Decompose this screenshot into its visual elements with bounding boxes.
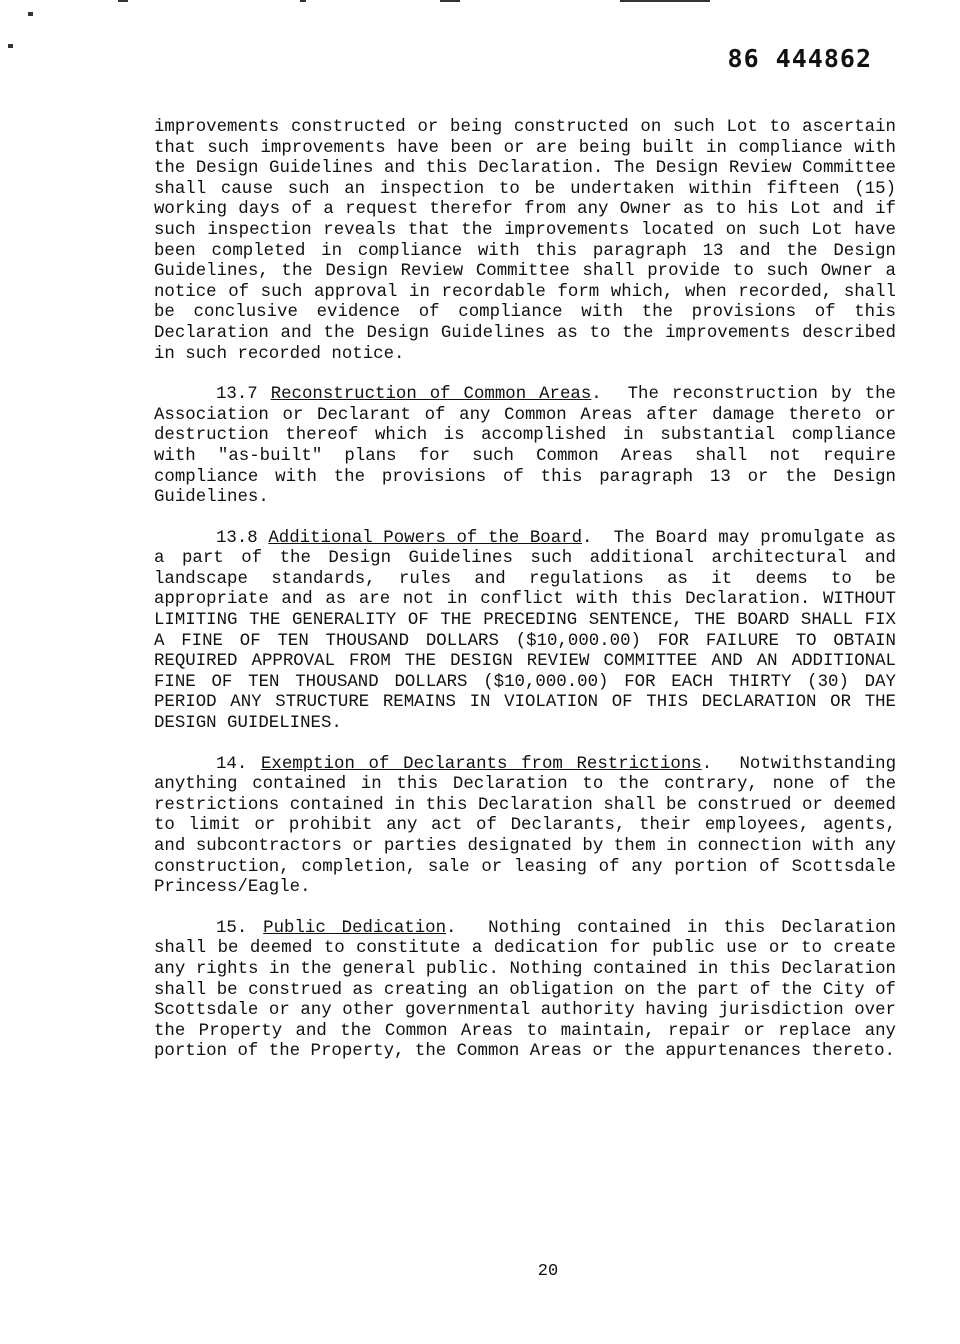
paragraph-text: The Board may promulgate as a part of the Design Guidelines such additional architectural and landscape standards, rules and regulations as it deems to be appropriate and as are not in conflict with this Declaration. WITHOUT LIMITING THE GENERALITY OF THE PRECEDING SENTENCE, THE BOARD SHALL FIX A FINE OF TEN THOUSAND DOLLARS ($10,000.00) FOR FAILURE TO OBTAIN REQUIRED APPROVAL FROM THE DESIGN REVIEW COMMITTEE AND AN ADDITIONAL FINE OF TEN THOUSAND DOLLARS ($10,000.00) FOR EACH THIRTY (30) DAY PERIOD ANY STRUCTURE REMAINS IN VIOLATION OF THIS DECLARATION OR THE DESIGN GUIDELINES. [154, 528, 897, 734]
page-number: 20 [537, 1262, 559, 1281]
paragraph-number: 13.7 [216, 385, 258, 405]
paragraph-text: Nothing contained in this Declaration shall be deemed to constitute a dedication for public use or to create any rights in the general public. Nothing contained in this Declaration shall be construed as creating an obligation on the part of the City of Scottsdale or any other governmental authority having jurisdiction over the Property and the Common Areas to maintain, repair or replace any portion of the Property, the Common Areas or the appurtenances thereto. [154, 918, 896, 1062]
paragraph-number: 14. [216, 754, 248, 774]
paragraph-13-7: 13.7 Reconstruction of Common Areas. The reconstruction by the Association or Declarant of any Common Areas after damage thereto or destruction thereof which is accomplished in substantial compliance with "as-built" plans for such Common Areas shall not require compliance with the provisions of this paragraph 13 or the Design Guidelines. [154, 385, 896, 508]
paragraph-text: The reconstruction by the Association or Declarant of any Common Areas after damage thereto or destruction thereof which is accomplished in substantial compliance with "as-built" plans for such Common Areas shall not require compliance with the provisions of this paragraph 13 or the Design Guidelines. [154, 385, 896, 508]
paragraph-13-8: 13.8 Additional Powers of the Board. The Board may promulgate as a part of the Design Guidelines such additional architectural and landscape standards, rules and regulations as it deems to be appropriate and as are not in conflict with this Declaration. WITHOUT LIMITING THE GENERALITY OF THE PRECEDING SENTENCE, THE BOARD SHALL FIX A FINE OF TEN THOUSAND DOLLARS ($10,000.00) FOR FAILURE TO OBTAIN REQUIRED APPROVAL FROM THE DESIGN REVIEW COMMITTEE AND AN ADDITIONAL FINE OF TEN THOUSAND DOLLARS ($10,000.00) FOR EACH THIRTY (30) DAY PERIOD ANY STRUCTURE REMAINS IN VIOLATION OF THIS DECLARATION OR THE DESIGN GUIDELINES. [154, 528, 897, 734]
paragraph-heading: Public Dedication [263, 918, 447, 938]
document-number: 86 444862 [727, 44, 872, 73]
paragraph-continuation [154, 118, 896, 365]
paragraph-heading: Reconstruction of Common Areas [270, 385, 592, 405]
paragraph-text: improvements constructed or being constructed on such Lot to ascertain that such improvements have been or are being built in compliance with the Design Guidelines and this Declaration. The Design Review Committee shall cause such an inspection to be undertaken within fifteen (15) working days of a request therefor from any Owner as to his Lot and if such inspection reveals that the improvements located on such Lot have been completed in compliance with this paragraph 13 and the Design Guidelines, the Design Review Committee shall provide to such Owner a notice of such approval in recordable form which, when recorded, shall be conclusive evidence of compliance with the provisions of this Declaration and the Design Guidelines as to the improvements described in such recorded notice. [154, 118, 896, 364]
scan-artifacts [0, 0, 960, 10]
document-body [154, 118, 896, 1083]
paragraph-heading: Exemption of Declarants from Restrictions [260, 754, 702, 774]
paragraph-number: 13.8 [216, 528, 258, 548]
paragraph-number: 15. [216, 918, 248, 938]
paragraph-15: 15. Public Dedication. Nothing contained in this Declaration shall be deemed to constitute a dedication for public use or to create any rights in the general public. Nothing contained in this Declaration shall be construed as creating an obligation on the part of the City of Scottsdale or any other governmental authority having jurisdiction over the Property and the Common Areas to maintain, repair or replace any portion of the Property, the Common Areas or the appurtenances thereto. [154, 918, 896, 1062]
paragraph-text: Notwithstanding anything contained in this Declaration to the contrary, none of the restrictions contained in this Declaration shall be construed or deemed to limit or prohibit any act of Declarants, their employees, agents, and subcontractors or parties designated by them in connection with any construction, completion, sale or leasing of any portion of Scottsdale Princess/Eagle. [154, 754, 897, 898]
paragraph-14: 14. Exemption of Declarants from Restrictions. Notwithstanding anything contained in this Declaration to the contrary, none of the restrictions contained in this Declaration shall be construed or deemed to limit or prohibit any act of Declarants, their employees, agents, and subcontractors or parties designated by them in connection with any construction, completion, sale or leasing of any portion of Scottsdale Princess/Eagle. [154, 754, 897, 898]
paragraph-heading: Additional Powers of the Board [268, 528, 583, 548]
